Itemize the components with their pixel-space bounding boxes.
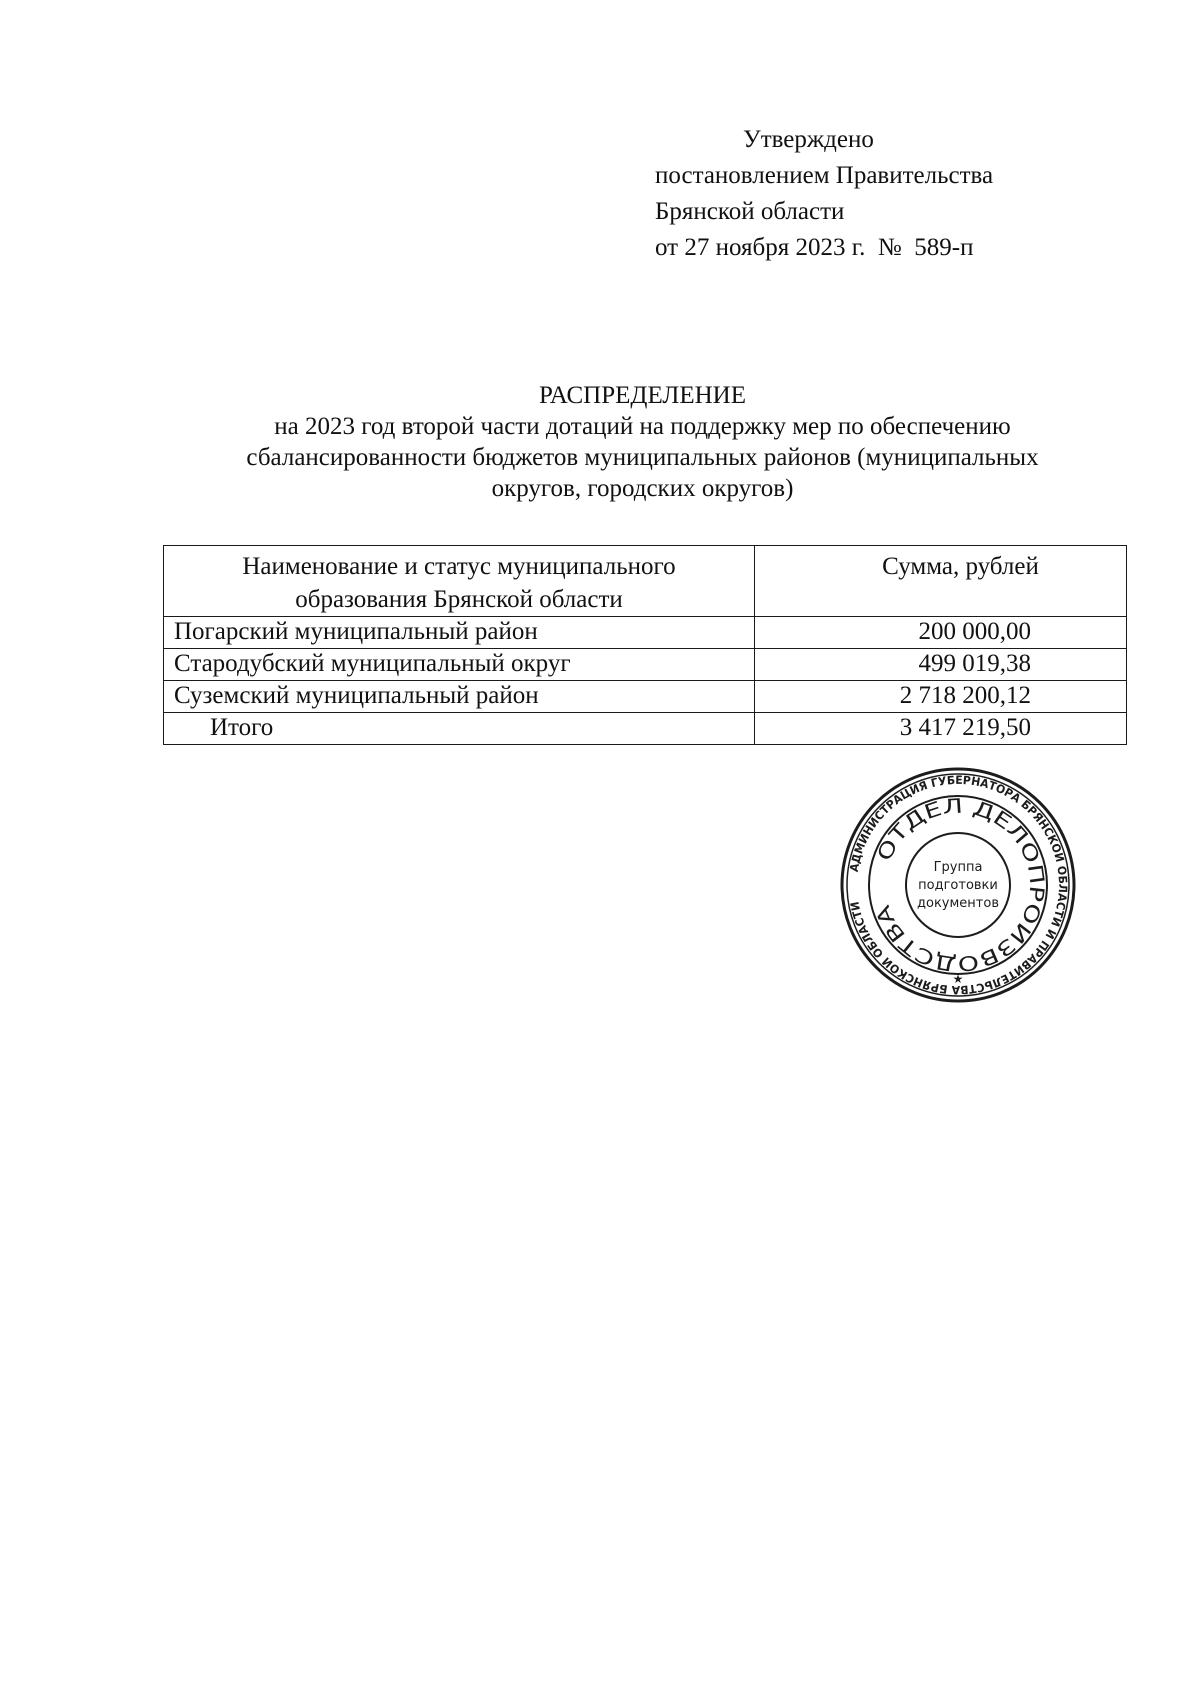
- header-name-cell: [164, 546, 755, 617]
- stamp-center-line-3: документов: [917, 896, 999, 911]
- table-total-row: [164, 713, 1127, 745]
- document-title: [160, 380, 1125, 504]
- stamp-ring-text: ОТДЕЛ ДЕЛОПРОИЗВОДСТВА: [871, 793, 1050, 977]
- table-row: [164, 617, 1127, 649]
- stamp-star-icon: ★: [952, 972, 964, 986]
- title-line-1: на 2023 год второй части дотаций на поддержку мер по обеспечению: [274, 413, 1011, 440]
- approval-line-resolution: постановлением Правительства: [655, 162, 994, 189]
- approval-block: [655, 122, 993, 266]
- stamp-center-line-2: подготовки: [918, 878, 998, 893]
- approval-line-region: Брянской области: [655, 198, 845, 225]
- row-name-starodub: Стародубский муниципальный округ: [164, 649, 755, 681]
- stamp-center-line-1: Группа: [933, 860, 983, 875]
- title-heading: РАСПРЕДЕЛЕНИЕ: [538, 382, 747, 409]
- approval-line-approved: Утверждено: [743, 126, 874, 153]
- row-sum-suzemka: 2 718 200,12: [755, 681, 1127, 713]
- header-name-line-1: Наименование и статус муниципального: [242, 553, 676, 580]
- total-label: Итого: [164, 713, 755, 745]
- row-name-pogar: Погарский муниципальный район: [164, 617, 755, 649]
- title-line-3: округов, городских округов): [491, 475, 794, 502]
- row-sum-starodub: 499 019,38: [755, 649, 1127, 681]
- approval-line-date-number: от 27 ноября 2023 г. № 589-п: [655, 234, 974, 261]
- header-sum-cell: [755, 546, 1127, 617]
- table-header-row: [164, 546, 1127, 617]
- distribution-table: [163, 545, 1127, 745]
- stamp-outer-text: АДМИНИСТРАЦИЯ ГУБЕРНАТОРА БРЯНСКОЙ ОБЛАСТИ И ПРАВИТЕЛЬСТВА БРЯНСКОЙ ОБЛАСТИ: [846, 772, 1071, 998]
- title-line-2: сбалансированности бюджетов муниципальных районов (муниципальных: [246, 444, 1039, 471]
- official-stamp: [838, 765, 1078, 1005]
- row-sum-pogar: 200 000,00: [755, 617, 1127, 649]
- table-row: [164, 681, 1127, 713]
- header-name-line-2: образования Брянской области: [295, 586, 623, 613]
- total-sum: 3 417 219,50: [755, 713, 1127, 745]
- header-sum-label: Сумма, рублей: [882, 553, 1039, 580]
- table-row: [164, 649, 1127, 681]
- row-name-suzemka: Суземский муниципальный район: [164, 681, 755, 713]
